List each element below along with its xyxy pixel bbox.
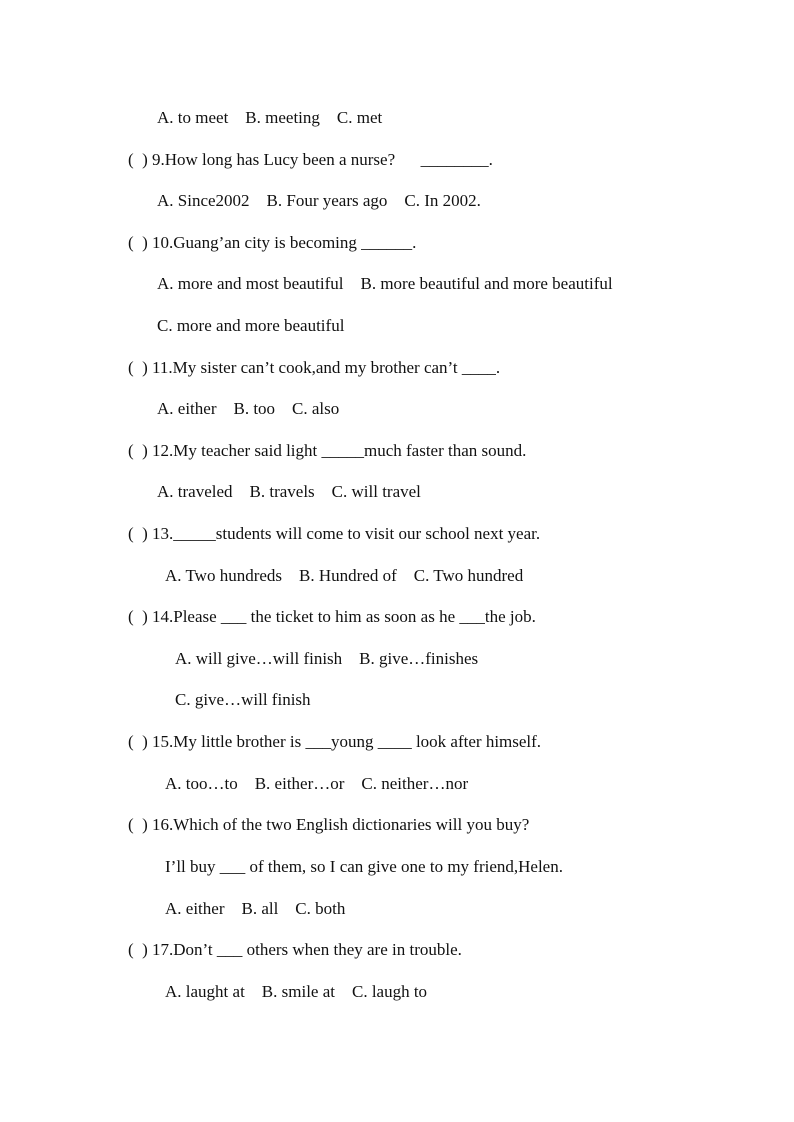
answer-bracket[interactable]: ( ) — [128, 150, 148, 169]
options-q14-line2: C. give…will finish — [175, 690, 311, 709]
options-q9: A. Since2002 B. Four years ago C. In 2002. — [157, 191, 481, 210]
options-q13: A. Two hundreds B. Hundred of C. Two hundred — [165, 566, 524, 585]
question-13: ( ) 13._____students will come to visit our school next year. — [128, 524, 541, 543]
answer-bracket[interactable]: ( ) — [128, 940, 148, 959]
question-10: ( ) 10.Guang’an city is becoming ______. — [128, 233, 417, 252]
options-q10-line1: A. more and most beautiful B. more beautiful and more beautiful — [157, 274, 613, 293]
answer-bracket[interactable]: ( ) — [128, 732, 148, 751]
answer-bracket[interactable]: ( ) — [128, 524, 148, 543]
options-q14-line1: A. will give…will finish B. give…finishes — [175, 649, 479, 668]
options-q10-line2: C. more and more beautiful — [157, 316, 345, 335]
options-q11: A. either B. too C. also — [157, 399, 340, 418]
options-q17: A. laught at B. smile at C. laugh to — [165, 982, 428, 1001]
question-11: ( ) 11.My sister can’t cook,and my brother can’t ____. — [128, 358, 501, 377]
question-16-response: I’ll buy ___ of them, so I can give one to my friend,Helen. — [165, 857, 563, 876]
answer-bracket[interactable]: ( ) — [128, 441, 148, 460]
question-15: ( ) 15.My little brother is ___young ____ look after himself. — [128, 732, 542, 751]
question-9: ( ) 9.How long has Lucy been a nurse? ________. — [128, 150, 493, 169]
answer-bracket[interactable]: ( ) — [128, 358, 148, 377]
question-12: ( ) 12.My teacher said light _____much faster than sound. — [128, 441, 527, 460]
question-14: ( ) 14.Please ___ the ticket to him as soon as he ___the job. — [128, 607, 536, 626]
options-q8: A. to meet B. meeting C. met — [157, 108, 383, 127]
answer-bracket[interactable]: ( ) — [128, 815, 148, 834]
answer-bracket[interactable]: ( ) — [128, 607, 148, 626]
question-16: ( ) 16.Which of the two English dictionaries will you buy? — [128, 815, 530, 834]
options-q12: A. traveled B. travels C. will travel — [157, 482, 421, 501]
answer-bracket[interactable]: ( ) — [128, 233, 148, 252]
options-q15: A. too…to B. either…or C. neither…nor — [165, 774, 469, 793]
options-q16: A. either B. all C. both — [165, 899, 346, 918]
question-17: ( ) 17.Don’t ___ others when they are in trouble. — [128, 940, 462, 959]
